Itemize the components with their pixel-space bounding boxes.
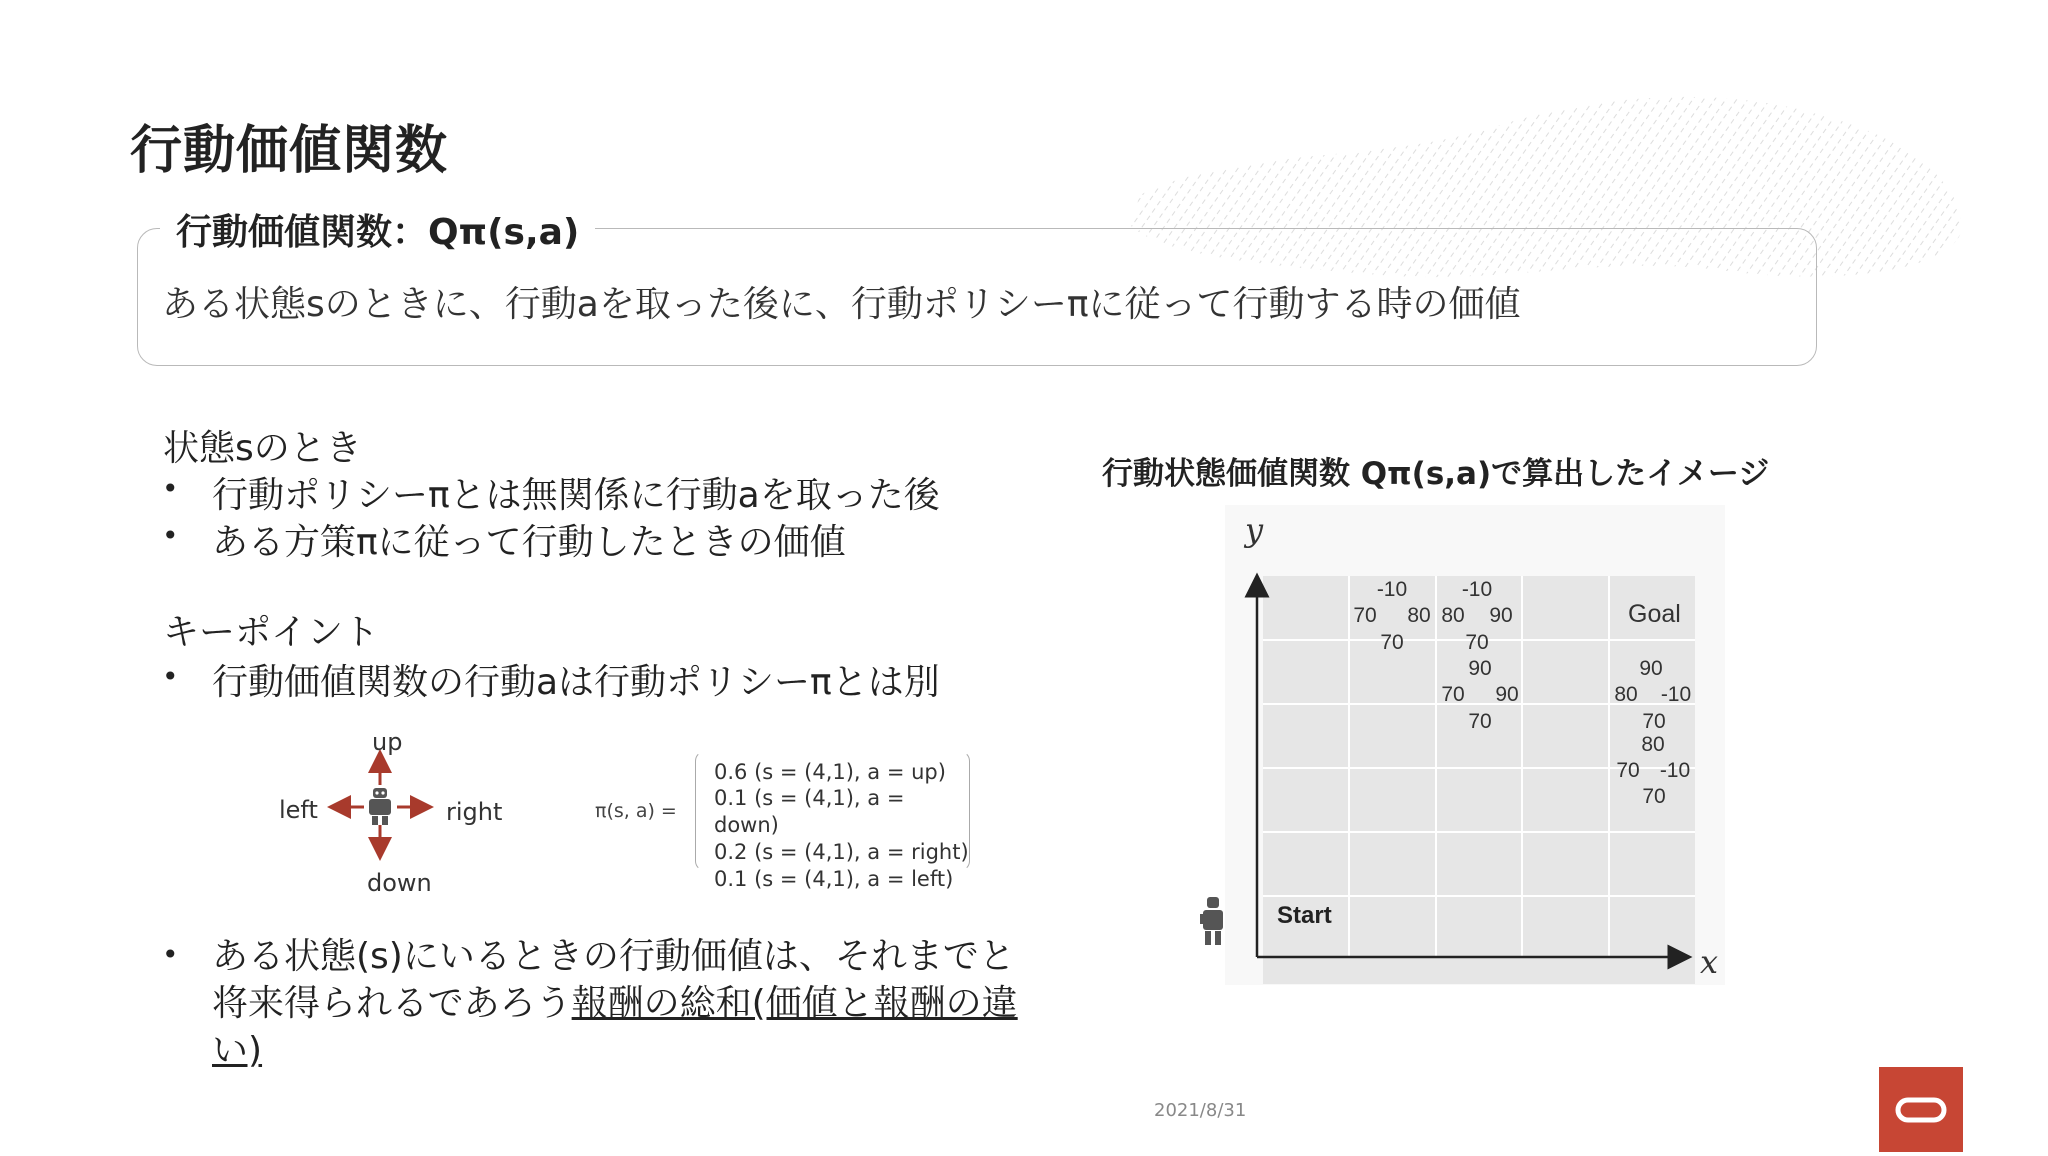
bullet-marker: • [162,519,179,552]
q-value-down: 70 [1380,631,1404,654]
footer-date: 2021/8/31 [1154,1100,1247,1121]
robot-icon [1200,895,1226,947]
q-value-up: 90 [1468,657,1492,680]
definition-heading: 行動価値関数：Qπ(s,a) [160,204,595,255]
definition-body: ある状態sのときに、行動aを取った後に、行動ポリシーπに従って行動する時の価値 [162,284,1521,325]
direction-left-label: left [279,796,318,824]
bottom-bullet-line1: ある状態(s)にいるときの行動価値は、それまでと [212,936,1015,977]
section1-bullet-2: ある方策πに従って行動したときの価値 [212,522,846,563]
q-value-left: 70 [1616,759,1640,782]
q-value-right: -10 [1659,759,1691,782]
q-value-up: -10 [1461,578,1493,601]
x-axis-label: x [1700,943,1719,981]
bottom-bullet-line3: い) [212,1030,263,1071]
oracle-logo [1879,1067,1963,1152]
q-value-up: 90 [1639,657,1663,680]
section1-heading: 状態sのとき [163,428,362,469]
section2-bullet: 行動価値関数の行動aは行動ポリシーπとは別 [212,662,940,703]
robot-icon [369,788,391,825]
oracle-logo-icon [1879,1067,1963,1152]
q-value-left: 80 [1614,683,1638,706]
q-value-left: 70 [1441,683,1465,706]
bottom-bullet-line2 [212,975,1018,1026]
grid-world-chart [1195,505,1735,985]
policy-line: down) [714,813,779,837]
q-value-left: 80 [1441,604,1465,627]
q-value-down: 70 [1642,710,1666,733]
goal-label: Goal [1628,600,1681,628]
bullet-marker: • [162,472,179,505]
bottom-bullet-plain: 将来得られるであろう [212,983,572,1024]
y-axis-label: y [1245,511,1264,549]
direction-down-label: down [367,869,432,897]
policy-line: 0.1 (s = (4,1), a = [714,786,905,810]
bullet-marker: • [162,938,179,971]
policy-line: 0.6 (s = (4,1), a = up) [714,760,946,784]
slide-title: 行動価値関数 [130,121,449,181]
q-value-right: 90 [1489,604,1513,627]
q-value-right: 80 [1407,604,1431,627]
policy-line: 0.1 (s = (4,1), a = left) [714,867,954,891]
section2-heading: キーポイント [163,612,380,653]
chart-title: 行動状態価値関数 Qπ(s,a)で算出したイメージ [1102,456,1770,492]
direction-right-label: right [446,798,503,826]
bullet-marker: • [162,660,179,693]
q-value-right: -10 [1660,683,1692,706]
q-value-up: -10 [1376,578,1408,601]
start-label: Start [1277,902,1332,929]
policy-label: π(s, a) = [595,800,677,822]
q-value-down: 70 [1465,631,1489,654]
q-value-down: 70 [1468,710,1492,733]
q-value-down: 70 [1642,785,1666,808]
section1-bullet-1: 行動ポリシーπとは無関係に行動aを取った後 [212,475,940,516]
q-value-left: 70 [1353,604,1377,627]
q-value-right: 90 [1495,683,1519,706]
policy-line: 0.2 (s = (4,1), a = right) [714,840,969,864]
bottom-bullet-underlined: 報酬の総和(価値と報酬の違 [571,983,1018,1024]
direction-up-label: up [372,728,403,756]
q-value-up: 80 [1641,733,1665,756]
